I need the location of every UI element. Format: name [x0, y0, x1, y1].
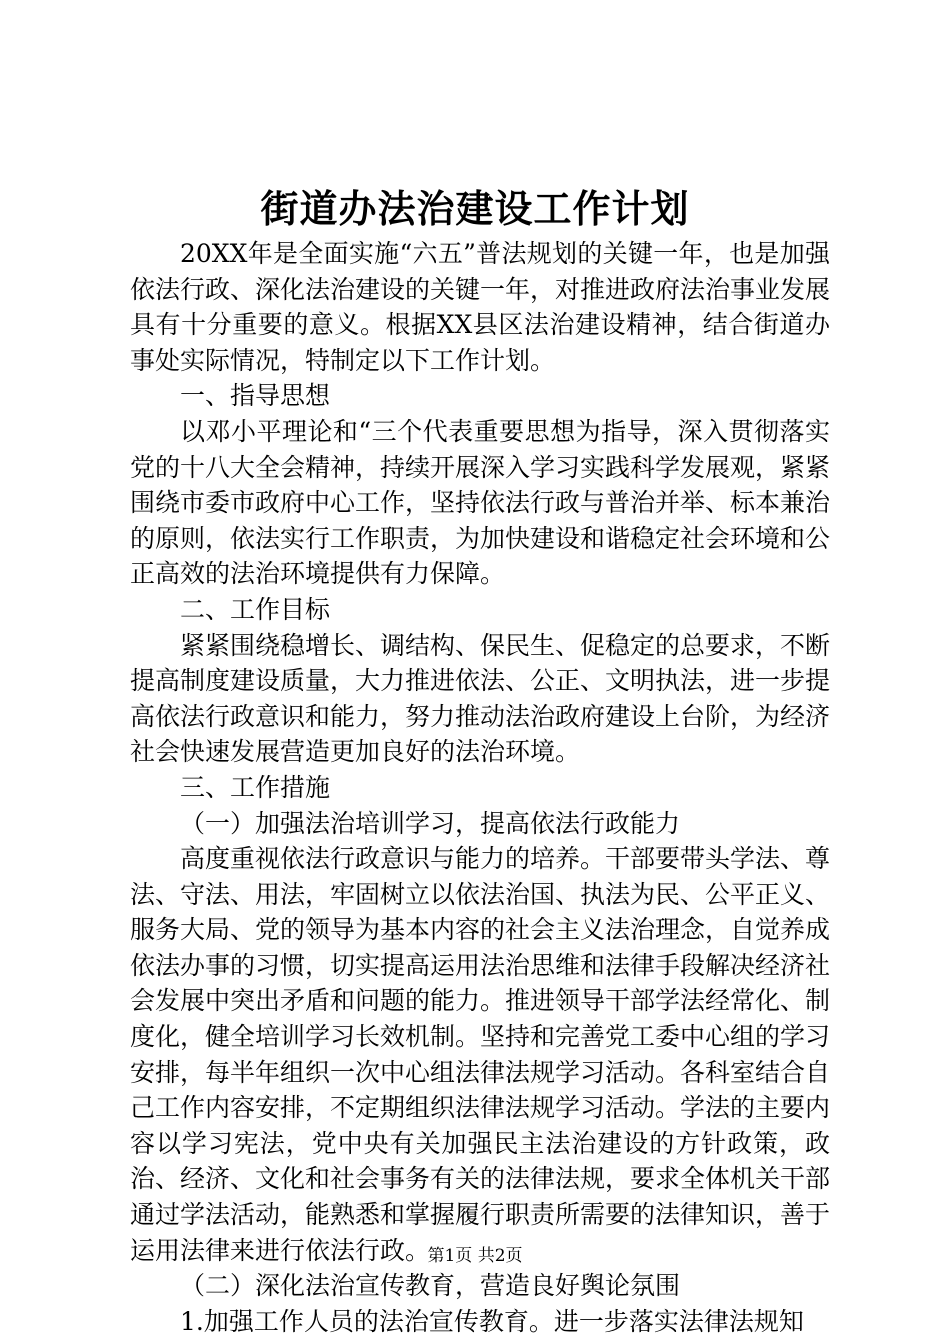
document-title: 街道办法治建设工作计划 [260, 186, 690, 231]
paragraph-intro: 20XX年是全面实施“六五”普法规划的关键一年，也是加强依法行政、深化法治建设的关键一年，对推进政府法治事业发展具有十分重要的意义。根据XX县区法治建设精神，结合街道办事处实际情况，特制定以下工作计划。 [130, 239, 831, 375]
heading-work-goals: 二、工作目标 [180, 594, 331, 624]
heading-guiding-ideology: 一、指导思想 [180, 381, 331, 411]
document-body [130, 236, 830, 1339]
paragraph-guiding-ideology: 以邓小平理论和“三个代表重要思想为指导，深入贯彻落实党的十八大全会精神，持续开展深入学习实践科学发展观，紧紧围绕市委市政府中心工作，坚持依法行政与普治并举、标本兼治的原则，依法实行工作职责，为加快建设和谐稳定社会环境和公正高效的法治环境提供有力保障。 [130, 416, 831, 589]
paragraph-training: 高度重视依法行政意识与能力的培养。干部要带头学法、尊法、守法、用法，牢固树立以依法治国、执法为民、公平正义、服务大局、党的领导为基本内容的社会主义法治理念，自觉养成依法办事的习惯，切实提高运用法治思维和法律手段解决经济社会发展中突出矛盾和问题的能力。推进领导干部学法经常化、制度化，健全培训学习长效机制。坚持和完善党工委中心组的学习安排，每半年组织一次中心组法律法规学习活动。各科室结合自己工作内容安排，不定期组织法律法规学习活动。学法的主要内容以学习宪法，党中央有关加强民主法治建设的方针政策，政治、经济、文化和社会事务有关的法律法规，要求全体机关干部通过学法活动，能熟悉和掌握履行职责所需要的法律知识，善于运用法律来进行依法行政。 [130, 844, 831, 1265]
subheading-training: （一）加强法治培训学习，提高依法行政能力 [180, 808, 681, 838]
subheading-publicity: （二）深化法治宣传教育，营造良好舆论氛围 [180, 1271, 681, 1301]
paragraph-publicity-item-1: 1.加强工作人员的法治宣传教育。进一步落实法律法规知 [180, 1306, 804, 1336]
page-footer: 第1页 共2页 [427, 1246, 523, 1266]
paragraph-work-goals: 紧紧围绕稳增长、调结构、保民生、促稳定的总要求，不断提高制度建设质量，大力推进依法、公正、文明执法，进一步提高依法行政意识和能力，努力推动法治政府建设上台阶，为经济社会快速发展营造更加良好的法治环境。 [130, 630, 831, 767]
heading-work-measures: 三、工作措施 [180, 772, 331, 802]
